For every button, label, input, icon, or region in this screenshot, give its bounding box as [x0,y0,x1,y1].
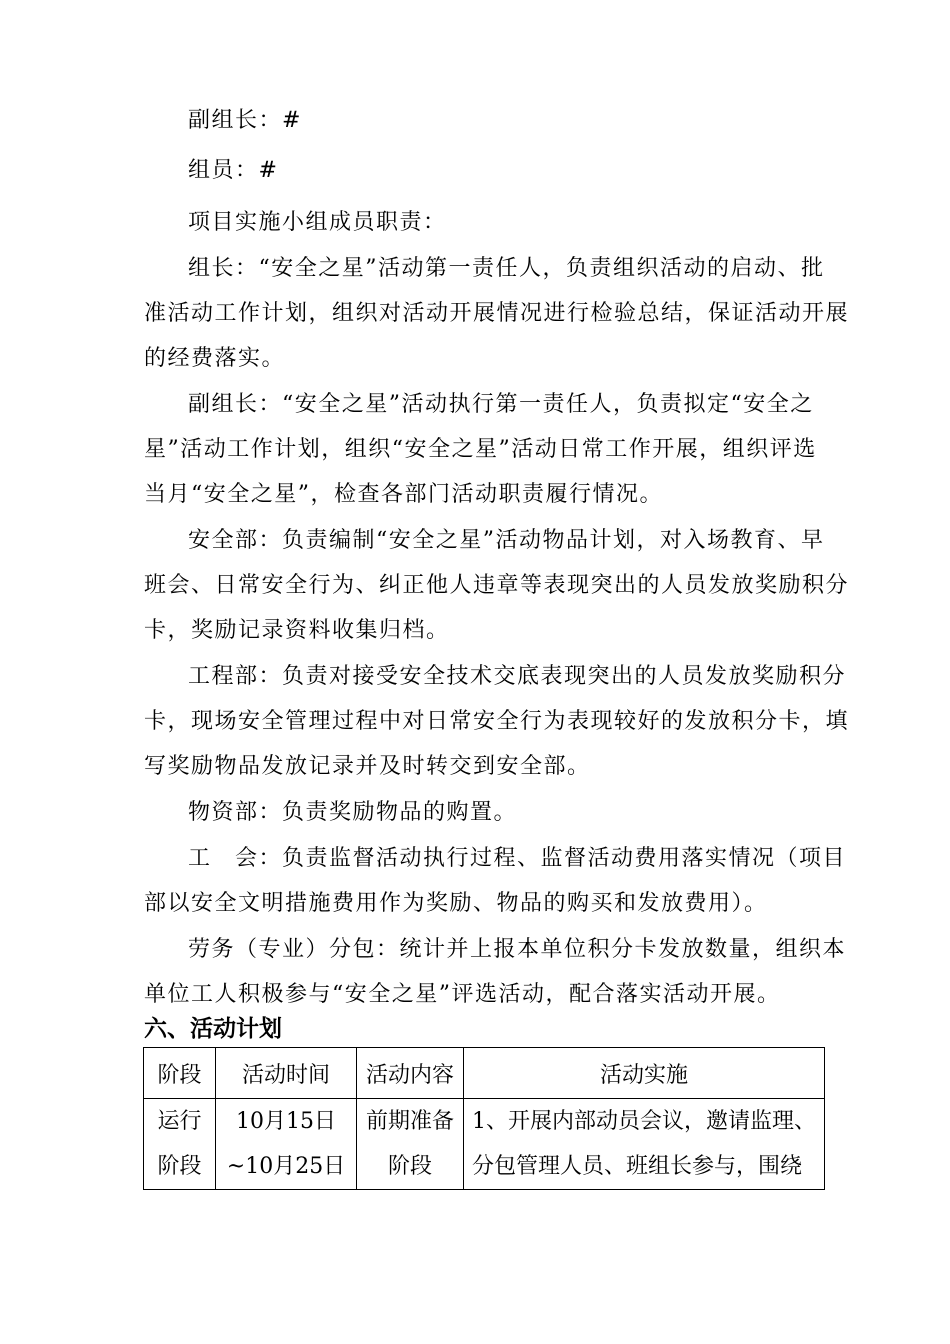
section-heading: 六、活动计划 [144,1016,282,1042]
cell-time-line-2: ~10月25日 [226,1154,346,1179]
cell-time [216,1099,357,1190]
engineering-dept-line-3: 写奖励物品发放记录并及时转交到安全部。 [144,754,591,779]
leader-duty-line-1: 组长：“安全之星”活动第一责任人，负责组织活动的启动、批 [188,256,825,281]
table-header-row [144,1048,825,1099]
safety-dept-line-2: 班会、日常安全行为、纠正他人违章等表现突出的人员发放奖励积分 [144,573,850,598]
members-line: 组员：# [188,158,279,183]
engineering-dept-line-2: 卡，现场安全管理过程中对日常安全行为表现较好的发放积分卡，填 [144,709,850,734]
cell-content-line-1: 前期准备 [365,1109,454,1134]
subcontract-line-2: 单位工人积极参与“安全之星”评选活动，配合落实活动开展。 [144,982,781,1007]
deputy-duty-line-1: 副组长：“安全之星”活动执行第一责任人，负责拟定“安全之 [188,392,814,417]
header-content: 活动内容 [357,1048,464,1099]
leader-duty-line-2: 准活动工作计划，组织对活动开展情况进行检验总结，保证活动开展 [144,301,850,326]
duties-intro-line: 项目实施小组成员职责： [188,210,447,235]
cell-implementation [464,1099,825,1190]
subcontract-line-1: 劳务（专业）分包：统计并上报本单位积分卡发放数量，组织本 [188,937,847,962]
cell-stage [144,1099,216,1190]
cell-impl-line-1: 1、开展内部动员会议，邀请监理、 [472,1109,816,1134]
engineering-dept-line-1: 工程部：负责对接受安全技术交底表现突出的人员发放奖励积分 [188,664,847,689]
activity-plan-table [143,1047,825,1190]
union-line-1: 工 会：负责监督活动执行过程、监督活动费用落实情况（项目 [188,846,847,871]
safety-dept-line-3: 卡，奖励记录资料收集归档。 [144,618,450,643]
cell-stage-line-2: 阶段 [157,1154,202,1179]
deputy-duty-line-3: 当月“安全之星”，检查各部门活动职责履行情况。 [144,482,663,507]
cell-content-line-2: 阶段 [387,1154,432,1179]
leader-duty-line-3: 的经费落实。 [144,346,286,371]
header-implementation: 活动实施 [464,1048,825,1099]
deputy-leader-line: 副组长：# [188,108,302,133]
materials-dept-line: 物资部：负责奖励物品的购置。 [188,800,518,825]
cell-time-line-1: 10月15日 [236,1109,336,1134]
header-time: 活动时间 [216,1048,357,1099]
cell-content [357,1099,464,1190]
cell-stage-line-1: 运行 [157,1109,202,1134]
safety-dept-line-1: 安全部：负责编制“安全之星”活动物品计划，对入场教育、早 [188,528,825,553]
union-line-2: 部以安全文明措施费用作为奖励、物品的购买和发放费用）。 [144,891,768,916]
table-row [144,1099,825,1190]
header-stage: 阶段 [144,1048,216,1099]
cell-impl-line-2: 分包管理人员、班组长参与，围绕 [472,1154,803,1179]
deputy-duty-line-2: 星”活动工作计划，组织“安全之星”活动日常工作开展，组织评选 [144,437,817,462]
